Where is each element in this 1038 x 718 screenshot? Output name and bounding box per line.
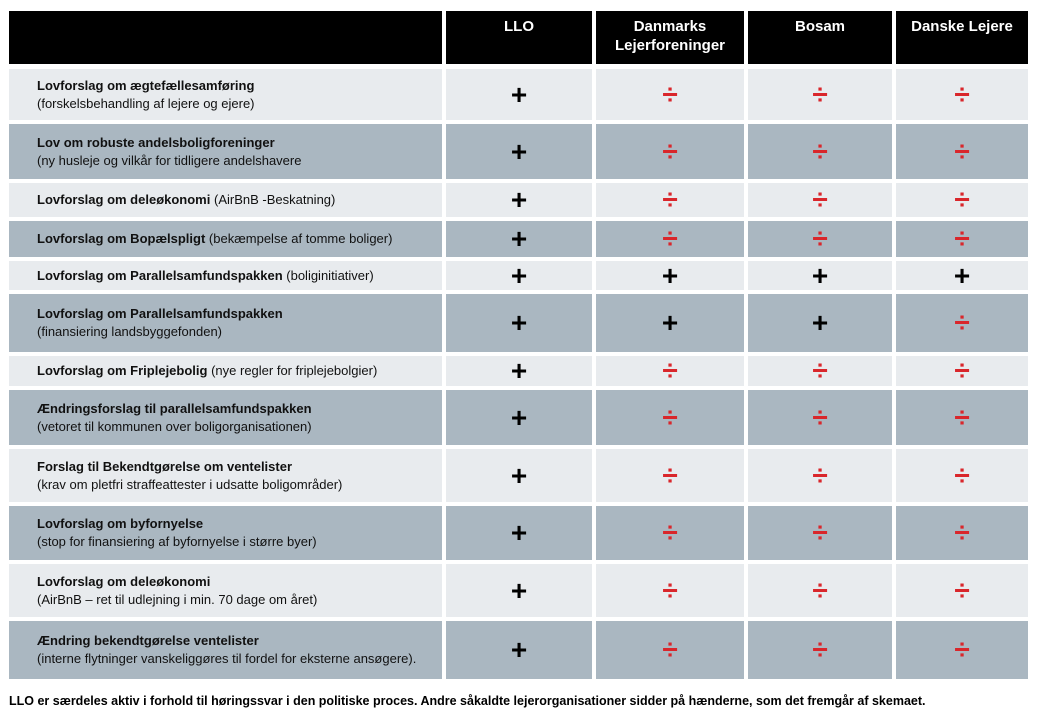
row-title: Lovforslag om Parallelsamfundspakken: [37, 267, 283, 283]
mark-cell: [748, 183, 892, 217]
column-header-label: LLO: [504, 18, 534, 35]
row-subtitle: (nye regler for friplejebolgier): [211, 363, 378, 378]
division-icon: ÷: [812, 517, 828, 548]
table-row: [9, 356, 1028, 386]
row-subtitle: (stop for finansiering af byfornyelse i større byer): [37, 534, 317, 549]
row-subtitle: (interne flytninger vanskeliggøres til fordel for eksterne ansøgere).: [37, 651, 417, 666]
column-header-llo: [446, 11, 592, 64]
division-icon: ÷: [662, 223, 678, 254]
mark-cell: [446, 294, 592, 352]
division-icon: ÷: [812, 223, 828, 254]
mark-cell: [596, 221, 744, 257]
row-label-cell: [9, 69, 442, 120]
division-icon: ÷: [812, 634, 828, 665]
column-header-label: Danmarks Lejerforeninger: [614, 18, 726, 54]
mark-cell: [748, 261, 892, 290]
division-icon: ÷: [662, 78, 678, 110]
division-icon: ÷: [954, 184, 970, 215]
plus-icon: +: [510, 259, 528, 291]
mark-cell: [896, 621, 1028, 679]
header-corner: [9, 11, 442, 64]
division-icon: ÷: [954, 307, 970, 338]
division-icon: ÷: [954, 459, 970, 491]
plus-icon: +: [510, 135, 528, 167]
plus-icon: +: [953, 259, 971, 291]
table-row: [9, 390, 1028, 445]
plus-icon: +: [510, 184, 528, 215]
division-icon: ÷: [812, 401, 828, 433]
footnote: LLO er særdeles aktiv i forhold til høringssvar i den politiske proces. Andre såkaldte lejerorganisationer sidder på hænderne, som det fremgår af skemaet.: [9, 694, 926, 708]
row-title: Lovforslag om Parallelsamfundspakken: [37, 306, 283, 321]
table-row: [9, 69, 1028, 120]
mark-cell: [446, 621, 592, 679]
division-icon: ÷: [812, 135, 828, 167]
mark-cell: [748, 294, 892, 352]
mark-cell: [896, 390, 1028, 445]
mark-cell: [596, 621, 744, 679]
mark-cell: [896, 356, 1028, 386]
division-icon: ÷: [812, 574, 828, 606]
division-icon: ÷: [662, 459, 678, 491]
row-subtitle: (vetoret til kommunen over boligorganisationen): [37, 418, 312, 434]
row-label-cell: [9, 221, 442, 257]
division-icon: ÷: [954, 634, 970, 665]
mark-cell: [596, 390, 744, 445]
table-row: [9, 261, 1028, 290]
table-row: [9, 183, 1028, 217]
mark-cell: [896, 506, 1028, 560]
column-header-label: Bosam: [794, 18, 846, 35]
mark-cell: [896, 183, 1028, 217]
mark-cell: [748, 621, 892, 679]
division-icon: ÷: [812, 355, 828, 386]
mark-cell: [446, 261, 592, 290]
mark-cell: [596, 294, 744, 352]
mark-cell: [748, 390, 892, 445]
row-subtitle: (AirBnB – ret til udlejning i min. 70 dage om året): [37, 591, 318, 607]
mark-cell: [596, 124, 744, 179]
division-icon: ÷: [812, 184, 828, 215]
division-icon: ÷: [954, 574, 970, 606]
mark-cell: [446, 221, 592, 257]
row-title: Lovforslag om deleøkonomi: [37, 192, 211, 207]
division-icon: ÷: [954, 517, 970, 548]
row-label-cell: [9, 294, 442, 352]
row-subtitle: (ny husleje og vilkår for tidligere andelshavere: [37, 152, 302, 168]
mark-cell: [896, 221, 1028, 257]
mark-cell: [896, 564, 1028, 617]
plus-icon: +: [510, 223, 528, 254]
mark-cell: [596, 69, 744, 120]
row-subtitle: (AirBnB -Beskatning): [213, 192, 336, 207]
mark-cell: [748, 356, 892, 386]
mark-cell: [748, 221, 892, 257]
division-icon: ÷: [662, 401, 678, 433]
division-icon: ÷: [954, 135, 970, 167]
row-title: Ændringsforslag til parallelsamfundspakken: [37, 400, 312, 416]
plus-icon: +: [510, 78, 528, 110]
mark-cell: [748, 506, 892, 560]
row-label-cell: [9, 449, 442, 502]
division-icon: ÷: [812, 459, 828, 491]
plus-icon: +: [510, 459, 528, 491]
table-row: [9, 449, 1028, 502]
division-icon: ÷: [662, 634, 678, 665]
row-subtitle: (finansiering landsbyggefonden): [37, 324, 223, 339]
mark-cell: [446, 69, 592, 120]
mark-cell: [896, 124, 1028, 179]
mark-cell: [446, 449, 592, 502]
row-subtitle: (forskelsbehandling af lejere og ejere): [37, 95, 255, 111]
row-title: Lovforslag om Friplejebolig: [37, 363, 208, 378]
table-row: [9, 294, 1028, 352]
mark-cell: [596, 564, 744, 617]
division-icon: ÷: [662, 517, 678, 548]
plus-icon: +: [510, 307, 528, 338]
row-title: Lovforslag om byfornyelse: [37, 516, 204, 531]
table-row: [9, 621, 1028, 679]
row-title: Lovforslag om deleøkonomi: [37, 573, 211, 589]
plus-icon: +: [811, 307, 829, 338]
division-icon: ÷: [662, 355, 678, 386]
mark-cell: [596, 356, 744, 386]
mark-cell: [596, 183, 744, 217]
row-label-cell: [9, 564, 442, 617]
row-title: Lovforslag om ægtefællesamføring: [37, 77, 255, 93]
table-row: [9, 124, 1028, 179]
column-header-bosam: [748, 11, 892, 64]
plus-icon: +: [510, 355, 528, 386]
mark-cell: [748, 124, 892, 179]
mark-cell: [748, 564, 892, 617]
row-label-cell: [9, 261, 442, 290]
row-label-cell: [9, 124, 442, 179]
row-label-cell: [9, 356, 442, 386]
mark-cell: [896, 261, 1028, 290]
division-icon: ÷: [662, 184, 678, 215]
plus-icon: +: [510, 634, 528, 665]
row-title: Forslag til Bekendtgørelse om ventelister: [37, 458, 293, 474]
row-label-cell: [9, 183, 442, 217]
mark-cell: [446, 506, 592, 560]
plus-icon: +: [661, 307, 679, 338]
table-row: [9, 221, 1028, 257]
row-label-cell: [9, 621, 442, 679]
column-header-danske-lejere: [896, 11, 1028, 64]
division-icon: ÷: [954, 355, 970, 386]
mark-cell: [446, 356, 592, 386]
column-header-label: Danske Lejere: [911, 18, 1013, 35]
plus-icon: +: [510, 517, 528, 548]
column-header-danmarks-lejerforeninger: [596, 11, 744, 64]
mark-cell: [896, 69, 1028, 120]
mark-cell: [596, 449, 744, 502]
plus-icon: +: [811, 259, 829, 291]
row-label-cell: [9, 506, 442, 560]
division-icon: ÷: [954, 78, 970, 110]
row-title: Ændring bekendtgørelse ventelister: [37, 633, 259, 648]
division-icon: ÷: [812, 78, 828, 110]
mark-cell: [896, 449, 1028, 502]
mark-cell: [596, 506, 744, 560]
row-subtitle: (bekæmpelse af tomme boliger): [208, 231, 393, 246]
row-title: Lovforslag om Bopælspligt: [37, 231, 206, 246]
plus-icon: +: [510, 574, 528, 606]
mark-cell: [446, 564, 592, 617]
mark-cell: [446, 183, 592, 217]
mark-cell: [748, 449, 892, 502]
division-icon: ÷: [954, 401, 970, 433]
mark-cell: [896, 294, 1028, 352]
plus-icon: +: [510, 401, 528, 433]
row-title: Lov om robuste andelsboligforeninger: [37, 134, 275, 150]
table-row: [9, 564, 1028, 617]
division-icon: ÷: [662, 574, 678, 606]
division-icon: ÷: [662, 135, 678, 167]
row-label-cell: [9, 390, 442, 445]
mark-cell: [446, 124, 592, 179]
row-subtitle: (boliginitiativer): [286, 267, 374, 283]
plus-icon: +: [661, 259, 679, 291]
division-icon: ÷: [954, 223, 970, 254]
row-subtitle: (krav om pletfri straffeattester i udsatte boligområder): [37, 476, 343, 492]
mark-cell: [596, 261, 744, 290]
mark-cell: [748, 69, 892, 120]
table-row: [9, 506, 1028, 560]
mark-cell: [446, 390, 592, 445]
